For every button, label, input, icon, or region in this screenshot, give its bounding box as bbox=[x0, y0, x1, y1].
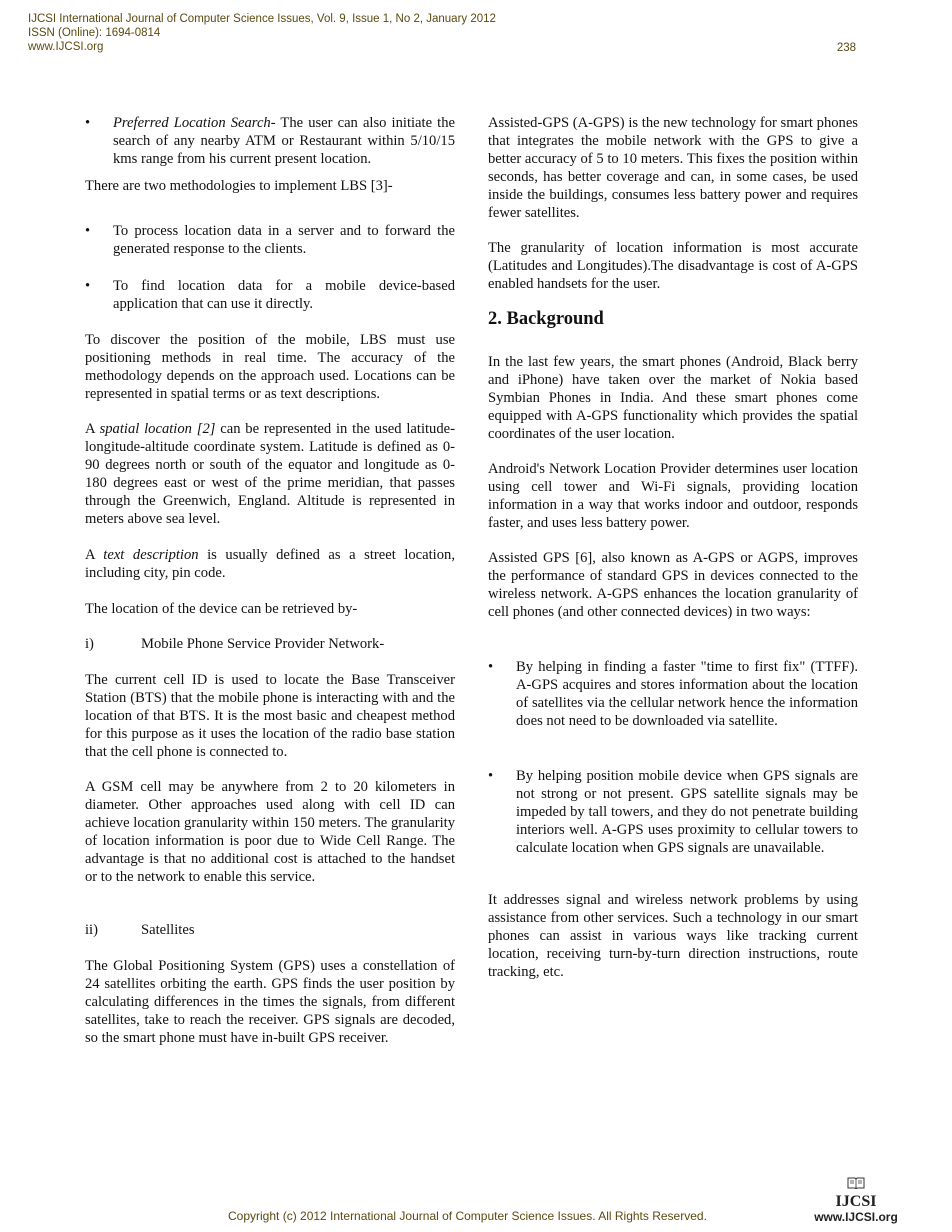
bullet-item bbox=[488, 658, 858, 730]
bullet-icon: • bbox=[85, 223, 91, 239]
bullet-item bbox=[85, 277, 455, 313]
journal-header bbox=[28, 12, 496, 54]
bullet-icon: • bbox=[85, 278, 91, 294]
text: A bbox=[85, 547, 104, 563]
text: To process location data in a server and to forward the generated response to the clients. bbox=[113, 223, 455, 257]
enum-number: ii) bbox=[85, 922, 98, 938]
journal-title: IJCSI International Journal of Computer Science Issues, Vol. 9, Issue 1, No 2, January 2012 bbox=[28, 13, 496, 25]
paragraph: The Global Positioning System (GPS) uses a constellation of 24 satellites orbiting the earth. GPS finds the user position by calculating differences in the times the signals, from different satellites, take to reach the receiver. GPS signals are decoded, so the smart phone must have in-built GPS receiver. bbox=[85, 958, 455, 1046]
term: text description bbox=[103, 547, 199, 563]
text: By helping in finding a faster "time to first fix" (TTFF). A-GPS acquires and stores information about the location of satellites via the cellular network hence the information does not need to be downloaded via satellite. bbox=[516, 659, 858, 729]
paragraph: The current cell ID is used to locate the Base Transceiver Station (BTS) that the mobile phone is interacting with and the location of that BTS. It is the most basic and cheapest method for this purpose as it uses the location of the radio base station that the cell phone is connected to. bbox=[85, 672, 455, 760]
enum-label: Mobile Phone Service Provider Network- bbox=[141, 636, 385, 652]
journal-url: www.IJCSI.org bbox=[28, 41, 104, 53]
paragraph: Assisted-GPS (A-GPS) is the new technology for smart phones that integrates the mobile network with the GPS to give a better accuracy of 5 to 10 meters. This fixes the position within seconds, has better coverage and can, in some cases, be used inside the buildings, consumes less battery power and requires fewer satellites. bbox=[488, 115, 858, 221]
enum-number: i) bbox=[85, 636, 94, 652]
section-heading: 2. Background bbox=[488, 309, 604, 329]
page-number: 238 bbox=[836, 42, 856, 54]
paragraph: To discover the position of the mobile, LBS must use positioning methods in real time. The accuracy of the methodology depends on the approach used. Locations can be represented in spatial terms or as text descriptions. bbox=[85, 332, 455, 402]
bullet-icon: • bbox=[85, 115, 91, 131]
enum-item bbox=[85, 921, 195, 939]
book-icon bbox=[847, 1177, 865, 1189]
paragraph: Android's Network Location Provider determines user location using cell tower and Wi-Fi signals, providing location information in a way that works indoor and outdoor, responds faster, and uses less battery power. bbox=[488, 461, 858, 531]
bullet-item bbox=[85, 222, 455, 258]
text: - The user can also initiate the search of any nearby ATM or Restaurant within 5/10/15 kms range from his current present location. bbox=[113, 115, 455, 167]
paragraph: It addresses signal and wireless network problems by using assistance from other services. Such a technology in our smart phones can assist in various ways like tracking current location, receiving turn-by-turn direction instructions, route tracking, etc. bbox=[488, 892, 858, 980]
bullet-item bbox=[488, 767, 858, 857]
paragraph: There are two methodologies to implement LBS [3]- bbox=[85, 178, 393, 194]
paragraph-spatial-location bbox=[85, 420, 455, 528]
enum-label: Satellites bbox=[141, 922, 195, 938]
text: A bbox=[85, 421, 100, 437]
enum-item bbox=[85, 635, 384, 653]
ijcsi-logo bbox=[808, 1176, 904, 1224]
text: By helping position mobile device when GPS signals are not strong or not present. GPS satellite signals may be impeded by tall towers, and they do not penetrate building interiors well. A-GPS uses proximity to cellular towers to calculate location when GPS signals are unavailable. bbox=[516, 768, 858, 856]
paragraph: The location of the device can be retrieved by- bbox=[85, 601, 358, 617]
text: is usually defined as a street location, including city, pin code. bbox=[85, 547, 455, 581]
term: Preferred Location Search bbox=[113, 115, 271, 131]
paragraph: The granularity of location information is most accurate (Latitudes and Longitudes).The disadvantage is cost of A-GPS enabled handsets for the user. bbox=[488, 240, 858, 292]
bullet-preferred-location bbox=[85, 114, 455, 168]
logo-text: IJCSI bbox=[835, 1193, 877, 1210]
issn: ISSN (Online): 1694-0814 bbox=[28, 27, 161, 39]
bullet-icon: • bbox=[488, 768, 494, 784]
paragraph-text-description bbox=[85, 546, 455, 582]
logo-url: www.IJCSI.org bbox=[814, 1210, 898, 1224]
paragraph: Assisted GPS [6], also known as A-GPS or AGPS, improves the performance of standard GPS in devices connected to the wireless network. A-GPS enhances the location granularity of cell phones (and other connected devices) in two ways: bbox=[488, 550, 858, 620]
term: spatial location [2] bbox=[99, 421, 216, 437]
text: can be represented in the used latitude-longitude-altitude coordinate system. Latitude is defined as 0-90 degrees north or south of the equator and longitude as 0-180 degrees east or west of the prime meridian, that passes through the Greenwich, England. Altitude is represented in meters above sea level. bbox=[85, 421, 455, 527]
text: To find location data for a mobile device-based application that can use it directly. bbox=[113, 278, 455, 312]
paragraph: A GSM cell may be anywhere from 2 to 20 kilometers in diameter. Other approaches used along with cell ID can achieve location granularity within 150 meters. The granularity of location information is poor due to Wide Cell Range. The advantage is that no additional cost is attached to the handset or to the network to enable this service. bbox=[85, 779, 455, 885]
paragraph: In the last few years, the smart phones (Android, Black berry and iPhone) have taken over the market of Nokia based Symbian Phones in India. And these smart phones come equipped with A-GPS functionality which provides the spatial coordinates of the user location. bbox=[488, 354, 858, 442]
bullet-icon: • bbox=[488, 659, 494, 675]
copyright: Copyright (c) 2012 International Journal of Computer Science Issues. All Rights Reserved. bbox=[228, 1209, 707, 1223]
